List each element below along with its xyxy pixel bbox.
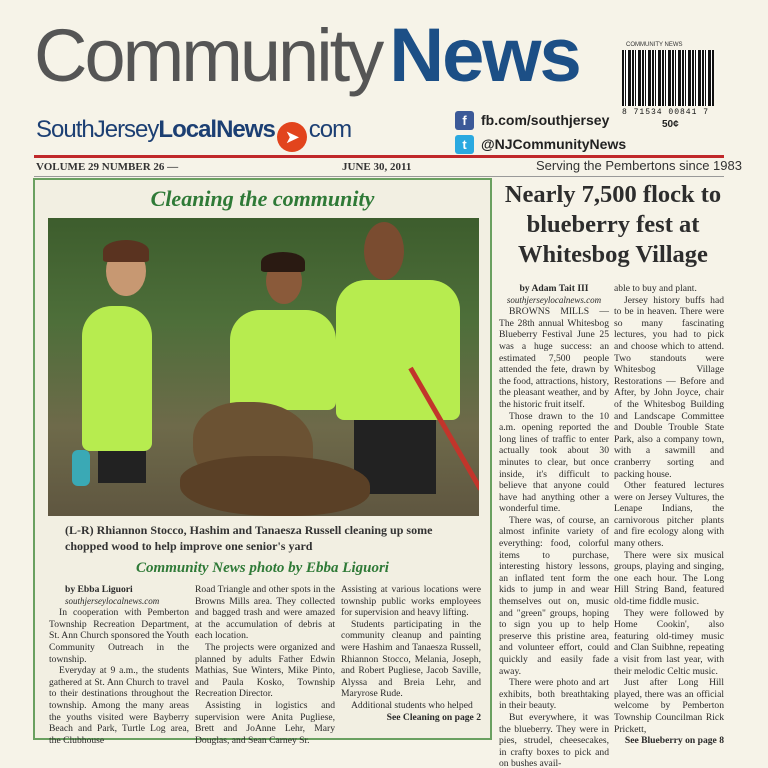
story-byline: by Adam Tait III [519,283,589,294]
cursor-dot-icon: ➤ [277,122,307,152]
story-column-2 [614,283,724,747]
story-byline-site: southjerseylocalnews.com [506,294,602,305]
site-logo-part2: LocalNews [158,116,275,143]
social-links [455,108,626,156]
story-paragraph: There were photo and art exhibits, both breathtaking in their beauty. [499,677,609,712]
barcode-number: 8 71534 00841 7 [622,108,710,117]
dateline-rule [34,176,724,177]
feature-header: Cleaning the community [150,186,375,211]
site-logo-part3: com [308,116,352,143]
site-logo [36,116,351,152]
cover-price: 50¢ [662,119,679,130]
feature-paragraph: Additional students who helped [351,699,473,711]
feature-paragraph: Students participating in the community cleanup and painting were Hashim and Tanaesza Russell, Rhiannon Stocco, Melania, Joseph, and Robert Pugliese, Jacob Saville, Alyssa and Breia Lehr, and Maryrose Rude. [341,618,481,700]
photo-glove-left [72,450,90,486]
photo-caption: (L-R) Rhiannon Stocco, Hashim and Tanaesza Russell cleaning up some chopped wood to help improve one senior's yard [65,523,433,553]
photo-figure-middle-hair [261,252,305,272]
masthead-title-community: Community [34,14,382,97]
facebook-row [455,108,626,132]
story-paragraph: There were six musical groups, playing and singing, one each hour. The Long Hill String Band, featured old-time fiddle music. [614,549,724,608]
feature-photo [48,218,479,516]
photo-figure-middle-shirt [230,310,336,410]
photo-credit: Community News photo by Ebba Liguori [136,560,389,576]
story-paragraph: Jersey history buffs had to be in heaven. There were so many fascinating lectures, you had to pick and choose which to attend. Two standouts were Whitesbog Village Restorations — Before and After, by John Joyce, chair of the Whitesbog Building and Landscape Committee and Double Trouble State Park, also a company town, with a sawmill and cranberry sorting and packing house. [614,294,724,480]
barcode [622,42,718,142]
facebook-icon: f [455,111,474,130]
feature-column-2 [195,584,335,746]
feature-paragraph: Assisting in logistics and supervision were Anita Pugliese, Brett and JoAnne Lehr, Mary Douglas, and Sean Carney Sr. [195,699,335,746]
site-logo-part1: SouthJersey [36,116,159,143]
feature-paragraph: The projects were organized and planned by adults Father Edwin Mathias, Sue Winters, Mike Pinto, and Paula Kosko, Township Recreation Director. [195,641,335,700]
issue-date: JUNE 30, 2011 [342,161,412,173]
facebook-handle: fb.com/southjersey [481,112,610,128]
feature-paragraph: Assisting at various locations were township public works employees for supervision and heavy lifting. [341,584,481,619]
photo-figure-right-shirt [336,280,460,420]
feature-byline-site: southjerseylocalnews.com [65,595,160,606]
photo-figure-left-hair [103,240,149,262]
story-headline: Nearly 7,500 flock to blueberry fest at Whitesbog Village [504,181,722,268]
story-paragraph: Just after Long Hill played, there was an official welcome by Pemberton Township Councilman Rick Prickett, [614,677,724,735]
barcode-label: COMMUNITY NEWS [626,42,683,48]
feature-box-cleaning [33,178,492,746]
photo-wood-pile [180,456,370,516]
serving-tagline: Serving the Pembertons since 1983 [536,158,742,173]
volume-number: VOLUME 29 NUMBER 26 — [36,161,179,173]
feature-paragraph: Road Triangle and other spots in the Browns Mills area. They collected and bagged trash and were amazed at the accumulation of debris at each location. [195,584,335,642]
story-paragraph: There was, of course, an almost infinite variety of everything: food, colorful items to purchase, interesting history lessons, an inflated tent form the kids to jump in and wear themselves out on, music and "green" groups, hoping to sign you up to help preserve this pristine area, and volunteer effort, could quickly and easily fade away. [499,514,609,677]
masthead-title [34,12,580,112]
jump-link-cleaning[interactable]: See Cleaning on page 2 [386,711,481,723]
twitter-handle: @NJCommunityNews [481,136,627,152]
feature-byline: by Ebba Liguori [65,584,133,595]
story-paragraph: Other featured lectures were on Jersey Vultures, the Lenape Indians, the carnivorous pitcher plants and fire ecology along with many others. [614,480,724,550]
jump-link-blueberry[interactable]: See Blueberry on page 8 [624,735,724,747]
twitter-row [455,132,626,156]
photo-figure-right-head [364,222,404,280]
story-paragraph: Those drawn to the 10 a.m. opening reported the long lines of traffic to enter actually took about 30 minutes to clear, but once inside, it's difficult to believe that anyone could have had anything other a wonderful time. [499,410,609,515]
barcode-bars [622,50,714,106]
masthead-title-news: News [389,13,580,98]
feature-paragraph: Everyday at 9 a.m., the students gathered at St. Ann Church to travel to their destinations throughout the township. Among the many areas the youths visited were Bayberry Beach and Park, Turtle Log area, the Clubhouse [49,665,189,746]
story-paragraph: But everywhere, it was the blueberry. They were in pies, strudel, cheesecakes, in crafty boxes to pick and on bushes avail- [499,711,609,768]
story-paragraph: able to buy and plant. [614,283,697,294]
feature-column-3 [341,584,481,723]
story-column-1 [499,283,609,768]
story-paragraph: BROWNS MILLS — The 28th annual Whitesbog Blueberry Festival June 25 was a huge success: an estimated 7,500 people attended the fete, drawn by the food, attractions, history, the pleasant weather, and by the historic fruit itself. [499,306,609,410]
feature-column-1 [49,584,189,746]
twitter-icon: t [455,135,474,154]
feature-paragraph: In cooperation with Pemberton Township Recreation Department, St. Ann Church sponsored the Youth Community Outreach in the township. [49,607,189,665]
photo-figure-left-shirt [82,306,152,451]
story-paragraph: They were followed by Home Cookin', also featuring old-timey music and Clan Suibhne, repeating a visit from last year, with their melodic Celtic music. [614,607,724,677]
